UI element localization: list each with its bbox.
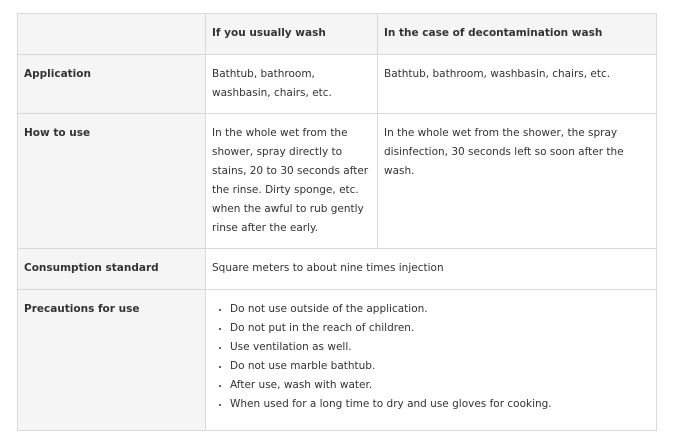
table-header-row <box>18 14 657 55</box>
table-row-consumption-standard <box>18 249 657 290</box>
precautions-cell <box>206 290 657 431</box>
application-usual-cell: Bathtub, bathroom, washbasin, chairs, etc. <box>206 55 378 114</box>
list-item: • Use ventilation as well. <box>230 338 650 357</box>
table-row-application <box>18 55 657 114</box>
list-item: • After use, wash with water. <box>230 376 650 395</box>
precautions-list <box>212 300 650 414</box>
row-label-precautions: Precautions for use <box>18 290 206 431</box>
list-item: • Do not put in the reach of children. <box>230 319 650 338</box>
header-empty-cell <box>18 14 206 55</box>
header-usual-wash: If you usually wash <box>206 14 378 55</box>
how-to-use-usual-cell: In the whole wet from the shower, spray directly to stains, 20 to 30 seconds after the rinse. Dirty sponge, etc. when the awful to rub gently rinse after the early. <box>206 114 378 249</box>
list-item: • Do not use marble bathtub. <box>230 357 650 376</box>
product-usage-table-container <box>17 13 657 431</box>
row-label-how-to-use: How to use <box>18 114 206 249</box>
row-label-application: Application <box>18 55 206 114</box>
consumption-standard-cell: Square meters to about nine times injection <box>206 249 657 290</box>
table-row-precautions <box>18 290 657 431</box>
list-item: • Do not use outside of the application. <box>230 300 650 319</box>
table-row-how-to-use <box>18 114 657 249</box>
row-label-consumption-standard: Consumption standard <box>18 249 206 290</box>
product-usage-table <box>17 13 657 431</box>
how-to-use-decon-cell: In the whole wet from the shower, the spray disinfection, 30 seconds left so soon after the wash. <box>378 114 657 249</box>
application-decon-cell: Bathtub, bathroom, washbasin, chairs, etc. <box>378 55 657 114</box>
header-decontamination-wash: In the case of decontamination wash <box>378 14 657 55</box>
list-item: • When used for a long time to dry and use gloves for cooking. <box>230 395 650 414</box>
